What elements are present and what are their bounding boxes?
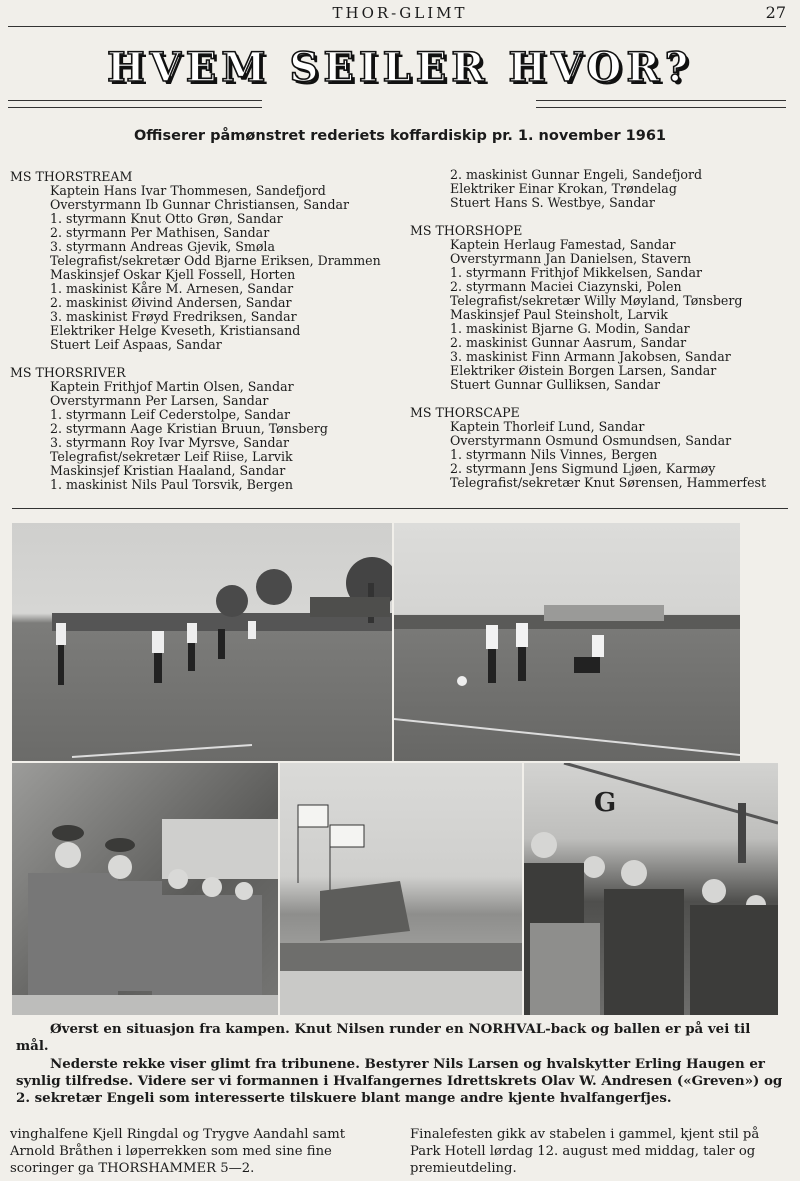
crew-entry: 3. styrmann Andreas Gjevik, Smøla: [50, 239, 275, 254]
crew-entry: Kaptein Hans Ivar Thommesen, Sandefjord: [50, 183, 326, 198]
crew-entry: 2. styrmann Aage Kristian Bruun, Tønsberg: [50, 421, 328, 436]
ship-block: [10, 170, 381, 352]
crew-entry: Maskinsjef Paul Steinsholt, Larvik: [450, 307, 668, 322]
crew-entry: 2. styrmann Jens Sigmund Ljøen, Karmøy: [450, 461, 716, 476]
ship-name: MS THORSTREAM: [10, 169, 133, 184]
crew-entry: Stuert Gunnar Gulliksen, Sandar: [450, 377, 661, 392]
ship-spacer: [410, 392, 766, 406]
crew-entry: 2. maskinist Øivind Andersen, Sandar: [50, 295, 292, 310]
body-text-left: vinghalfene Kjell Ringdal og Trygve Aandahl samt Arnold Bråthen i løperrekken som med sine fine scoringer ga THORSHAMMER 5—2.: [10, 1127, 346, 1176]
title-rule-left: [8, 100, 262, 108]
ship-block: [410, 406, 766, 490]
crew-entry: Telegrafist/sekretær Knut Sørensen, Hammerfest: [450, 475, 767, 490]
photo-football-match-left: [12, 523, 392, 761]
photo-football-match-right: [394, 523, 740, 761]
page-header: [0, 0, 800, 26]
ship-name: MS THORSHOPE: [410, 223, 523, 238]
ship-name: MS THORSRIVER: [10, 365, 126, 380]
header-rule: [8, 26, 786, 27]
crew-entry: Telegrafist/sekretær Odd Bjarne Eriksen, Drammen: [50, 253, 381, 268]
crew-entry: Maskinsjef Kristian Haaland, Sandar: [50, 463, 286, 478]
crew-entry: Elektriker Øistein Borgen Larsen, Sandar: [450, 363, 717, 378]
photo-collage: [12, 523, 778, 1015]
crew-entry: Stuert Leif Aspaas, Sandar: [50, 337, 222, 352]
crew-entry: Elektriker Helge Kveseth, Kristiansand: [50, 323, 301, 338]
photo-football-match-left-art: [12, 523, 392, 761]
crew-entry: 1. maskinist Nils Paul Torsvik, Bergen: [50, 477, 293, 492]
crew-entry: 2. styrmann Per Mathisen, Sandar: [50, 225, 270, 240]
crew-entry: Overstyrmann Ib Gunnar Christiansen, Sandar: [50, 197, 350, 212]
crew-entry: 2. styrmann Maciei Ciazynski, Polen: [450, 279, 682, 294]
crew-entry: 3. maskinist Finn Armann Jakobsen, Sandar: [450, 349, 731, 364]
crew-entry: Overstyrmann Jan Danielsen, Stavern: [450, 251, 692, 266]
section-rule: [12, 508, 788, 509]
photo-spectators-right: [524, 763, 778, 1015]
title-rule-right: [536, 100, 786, 108]
crew-entry: Kaptein Thorleif Lund, Sandar: [450, 419, 645, 434]
crew-entry: 1. maskinist Bjarne G. Modin, Sandar: [450, 321, 690, 336]
article-title: HVEM SEILER HVOR?: [106, 44, 694, 91]
ship-spacer: [10, 352, 381, 366]
photo-caption-2: Nederste rekke viser glimt fra tribunene. Bestyrer Nils Larsen og hvalskytter Erling Haugen er synlig tilfredse. Videre ser vi formannen i Hvalfangernes Idrettskrets Olav W. Andresen («Greven») og 2. sekretær Engeli som interesserte tilskuere blant mange andre kjente hvalfangerfjes.: [16, 1056, 783, 1106]
photo-football-match-right-art: [394, 523, 740, 761]
photo-sign-letter: G: [594, 788, 617, 818]
crew-entry: 1. styrmann Nils Vinnes, Bergen: [450, 447, 658, 462]
crew-entry: 1. styrmann Leif Cederstolpe, Sandar: [50, 407, 290, 422]
body-text-right: Finalefesten gikk av stabelen i gammel, kjent stil på Park Hotell lørdag 12. august med middag, taler og premieutdeling.: [410, 1127, 760, 1176]
crew-entry: 1. maskinist Kåre M. Arnesen, Sandar: [50, 281, 294, 296]
ship-block: [10, 366, 381, 492]
crew-entry: 1. styrmann Frithjof Mikkelsen, Sandar: [450, 265, 702, 280]
crew-list-left: [10, 170, 381, 492]
photo-spectators-left-art: [12, 763, 278, 1015]
crew-entry: Stuert Hans S. Westbye, Sandar: [450, 195, 655, 210]
ship-block: [410, 224, 766, 392]
article-subtitle: Offiserer påmønstret rederiets koffardiskip pr. 1. november 1961: [133, 128, 667, 144]
ship-name: MS THORSCAPE: [410, 405, 520, 420]
page-number: 27: [765, 3, 786, 22]
crew-entry: 2. maskinist Gunnar Engeli, Sandefjord: [450, 167, 703, 182]
photo-stadium-stands: [280, 763, 522, 1015]
crew-entry: Overstyrmann Osmund Osmundsen, Sandar: [450, 433, 732, 448]
crew-entry: 3. styrmann Roy Ivar Myrsve, Sandar: [50, 435, 290, 450]
crew-entry: 1. styrmann Knut Otto Grøn, Sandar: [50, 211, 283, 226]
crew-entry: Kaptein Herlaug Famestad, Sandar: [450, 237, 676, 252]
crew-entry: 3. maskinist Frøyd Fredriksen, Sandar: [50, 309, 297, 324]
ship-spacer: [410, 210, 766, 224]
photo-spectators-left: [12, 763, 278, 1015]
crew-entry: Kaptein Frithjof Martin Olsen, Sandar: [50, 379, 294, 394]
magazine-name: THOR-GLIMT: [332, 4, 468, 22]
photo-stadium-stands-art: [280, 763, 522, 1015]
crew-entry: Elektriker Einar Krokan, Trøndelag: [450, 181, 677, 196]
crew-entry: Telegrafist/sekretær Willy Møyland, Tønsberg: [450, 293, 743, 308]
crew-entry: Overstyrmann Per Larsen, Sandar: [50, 393, 269, 408]
photo-spectators-right-art: [524, 763, 778, 1015]
crew-list-right: [410, 168, 766, 490]
crew-entry: Telegrafist/sekretær Leif Riise, Larvik: [50, 449, 293, 464]
crew-entry: 2. maskinist Gunnar Aasrum, Sandar: [450, 335, 687, 350]
photo-caption-1: Øverst en situasjon fra kampen. Knut Nilsen runder en NORHVAL-back og ballen er på vei til mål.: [16, 1021, 751, 1054]
crew-entry: Maskinsjef Oskar Kjell Fossell, Horten: [50, 267, 296, 282]
